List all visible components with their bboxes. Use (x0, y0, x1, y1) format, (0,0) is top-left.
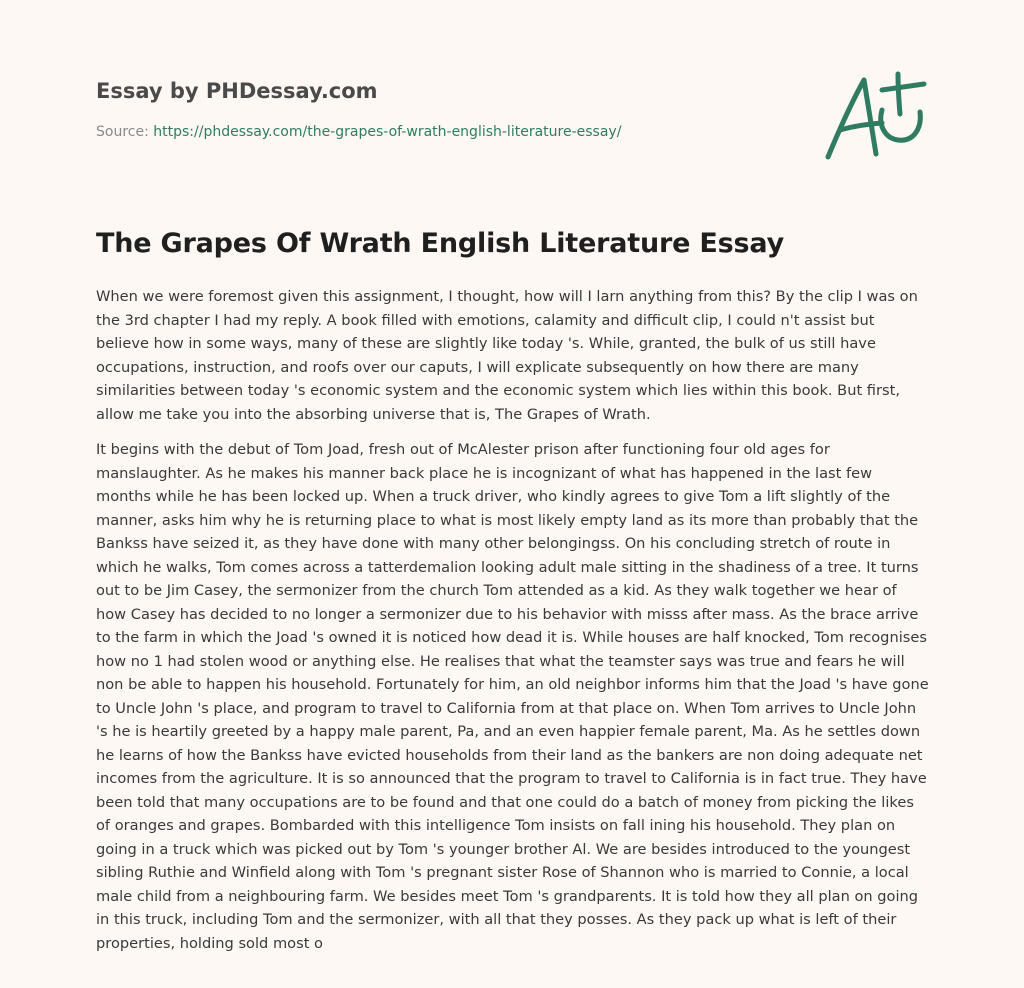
page-header (96, 78, 796, 141)
essay-title: The Grapes Of Wrath English Literature Essay (96, 228, 784, 259)
site-title: Essay by PHDessay.com (96, 79, 378, 103)
essay-paragraph: It begins with the debut of Tom Joad, fresh out of McAlester prison after functioning four old ages for manslaughter. As he makes his manner back place he is incognizant of what has happened in the last few months while he has been locked up. When a truck driver, who kindly agrees to give Tom a lift slightly of the manner, asks him why he is returning place to what is most likely empty land as its more than probably that the Bankss have seized it, as they have done with many other belongingss. On his concluding stretch of route in which he walks, Tom comes across a tatterdemalion looking adult male sitting in the shadiness of a tree. It turns out to be Jim Casey, the sermonizer from the church Tom attended as a kid. As they walk together we hear of how Casey has decided to no longer a sermonizer due to his behavior with misss after mass. As the brace arrive to the farm in which the Joad 's owned it is noticed how dead it is. While houses are half knocked, Tom recognises how no 1 had stolen wood or anything else. He realises that what the teamster says was true and fears he will non be able to happen his household. Fortunately for him, an old neighbor informs him that the Joad 's have gone to Uncle John 's place, and program to travel to California from at that place on. When Tom arrives to Uncle John 's he is heartily greeted by a happy male parent, Pa, and an even happier female parent, Ma. As he settles down he learns of how the Bankss have evicted households from their land as the bankers are non doing adequate net incomes from the agriculture. It is so announced that the program to travel to California is in fact true. They have been told that many occupations are to be found and that one could do a batch of money from picking the likes of oranges and grapes. Bombarded with this intelligence Tom insists on fall ining his household. They plan on going in a truck which was picked out by Tom 's younger brother Al. We are besides introduced to the youngest sibling Ruthie and Winfield along with Tom 's pregnant sister Rose of Shannon who is married to Connie, a local male child from a neighbouring farm. We besides meet Tom 's grandparents. It is told how they all plan on going in this truck, including Tom and the sermonizer, with all that they posses. As they pack up what is left of their properties, holding sold most o (96, 441, 929, 952)
essay-body (96, 285, 931, 967)
source-line (96, 123, 796, 141)
source-label: Source: (96, 124, 149, 140)
a-plus-logo (822, 68, 932, 164)
source-link[interactable]: https://phdessay.com/the-grapes-of-wrath-english-literature-essay/ (153, 124, 622, 140)
essay-paragraph: When we were foremost given this assignment, I thought, how will I larn anything from this? By the clip I was on the 3rd chapter I had my reply. A book filled with emotions, calamity and difficult clip, I could n't assist but believe how in some ways, many of these are slightly like today 's. While, granted, the bulk of us still have occupations, instruction, and roofs over our caputs, I will explicate subsequently on how there are many similarities between today 's economic system and the economic system which lies within this book. But first, allow me take you into the absorbing universe that is, The Grapes of Wrath. (96, 288, 918, 423)
